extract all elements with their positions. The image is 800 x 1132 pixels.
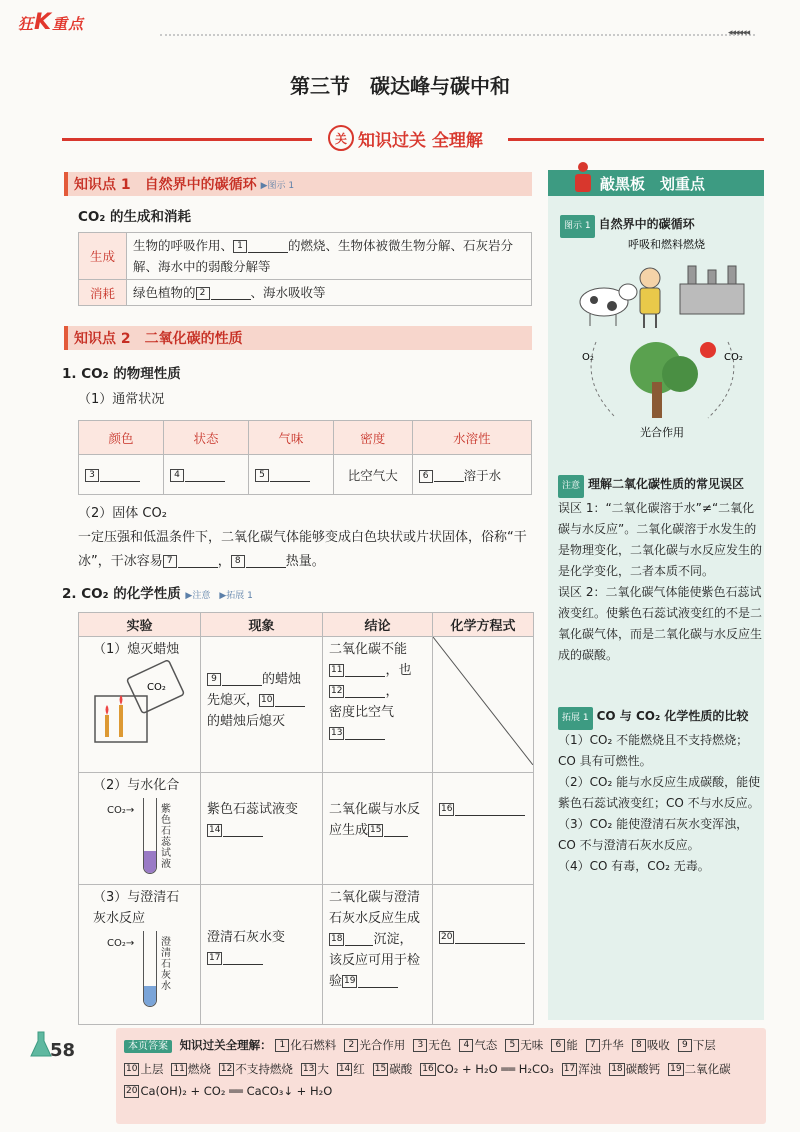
- note-block: [558, 474, 762, 666]
- blank-line[interactable]: [455, 804, 525, 816]
- phys-cell: [79, 455, 164, 495]
- table-row: [79, 233, 532, 280]
- solid-comma: ，: [217, 554, 231, 569]
- answer-item: [301, 1062, 329, 1076]
- answer-number: 3: [413, 1039, 427, 1052]
- answer-item: [562, 1062, 601, 1076]
- col-head: 实验: [79, 613, 201, 637]
- col-head: 化学方程式: [433, 613, 534, 637]
- section-banner: [318, 122, 493, 154]
- conc-line: 二氧化碳与水反: [329, 802, 421, 817]
- ext-title: CO 与 CO₂ 化学性质的比较: [596, 709, 749, 723]
- answer-item: [668, 1062, 730, 1076]
- blank-line[interactable]: [248, 241, 288, 253]
- col-head: 密度: [333, 421, 412, 455]
- answer-number: 7: [586, 1039, 600, 1052]
- co2-label: CO₂: [147, 682, 166, 693]
- conc-line: 二氧化碳与澄清: [329, 890, 421, 905]
- blank-box: 18: [331, 934, 343, 944]
- blank-line[interactable]: [211, 288, 251, 300]
- test-tube-icon: [143, 931, 157, 1007]
- page-title: 第三节 碳达峰与碳中和: [290, 74, 510, 98]
- answer-text: 红: [353, 1062, 365, 1076]
- phys-cell: [412, 455, 531, 495]
- row-text: [127, 280, 532, 306]
- answer-item: [632, 1038, 670, 1052]
- answer-item: [344, 1038, 405, 1052]
- exp-title: （3）与澄清石灰水反应: [93, 890, 180, 926]
- note-title-line: [558, 474, 762, 498]
- answer-text: 光合作用: [359, 1038, 406, 1052]
- answer-item: [505, 1038, 543, 1052]
- co2-arrow-label: CO₂→: [107, 938, 135, 949]
- col-head: 状态: [163, 421, 248, 455]
- blank-box: 19: [344, 976, 356, 986]
- conc-cell: [323, 773, 433, 885]
- answer-number: 19: [670, 1064, 682, 1074]
- conc-line: [329, 723, 426, 744]
- row-text-b: 的燃烧、生物体被微生物分解、石灰岩分解、海水中的弱酸分解等: [133, 238, 514, 274]
- brand-k: K: [34, 10, 53, 35]
- fig-tag: 图示 1: [560, 215, 595, 238]
- ext-line: （4）CO 有毒，CO₂ 无毒。: [558, 859, 710, 873]
- exp-cell: [79, 885, 201, 1025]
- blank-line[interactable]: [223, 953, 263, 965]
- answer-number: 4: [459, 1039, 473, 1052]
- exp-title: （2）与水化合: [93, 778, 180, 793]
- conc-cell: [323, 885, 433, 1025]
- phen-text: 先熄灭，: [207, 693, 260, 708]
- exp-cell: [79, 773, 201, 885]
- eq-line: [439, 927, 527, 948]
- blank-box: 9: [207, 673, 221, 686]
- page-number: 58: [50, 1040, 76, 1061]
- test-tube-icon: [143, 798, 157, 874]
- row-head: 消耗: [79, 280, 127, 306]
- phen-cell: [201, 637, 323, 773]
- brand-logo: [18, 10, 84, 35]
- conc-line: [329, 681, 426, 702]
- conc-text: ，也: [385, 663, 412, 678]
- banner-rule-left: [62, 138, 312, 141]
- phen-line: [207, 948, 316, 969]
- answer-item: [124, 1062, 163, 1076]
- o2-label: O₂: [582, 352, 594, 363]
- brand-char-2: 重点: [52, 15, 85, 33]
- answer-text: 碳酸钙: [625, 1062, 661, 1076]
- col-head: 颜色: [79, 421, 164, 455]
- candle-apparatus-icon: [85, 660, 193, 748]
- answer-item: [171, 1062, 210, 1076]
- answer-number: 6: [551, 1039, 565, 1052]
- blank-box: 20: [441, 932, 453, 942]
- answer-text: 能: [566, 1038, 578, 1052]
- eq-line: [439, 799, 527, 820]
- blank-line[interactable]: [222, 674, 262, 686]
- ext-line: （3）CO₂ 能使澄清石灰水变浑浊，CO 不与澄清石灰水反应。: [558, 817, 749, 852]
- eq-cell: [433, 885, 534, 1025]
- eq-cell-crossed: [433, 637, 534, 773]
- blank-box: 1: [233, 240, 247, 253]
- col-head: 气味: [248, 421, 333, 455]
- col-head: 结论: [323, 613, 433, 637]
- answer-number: 14: [338, 1064, 351, 1074]
- table-row: [79, 637, 534, 773]
- note-line: 误区 1：“二氧化碳溶于水”≠“二氧化碳与水反应”。二氧化碳溶于水发生的是物理变化，二氧化碳与水反应发生的是化学变化，二者本质不同。: [558, 501, 763, 578]
- answer-text: 吸收: [646, 1038, 670, 1052]
- blank-box: 16: [441, 804, 453, 814]
- phen-line: 澄清石灰水变: [207, 930, 286, 945]
- phen-line: [207, 669, 316, 690]
- phen-line: 紫色石蕊试液变: [207, 802, 299, 817]
- candle-high: [119, 705, 123, 737]
- blank-box: 5: [255, 469, 269, 482]
- blank-box: 3: [85, 469, 99, 482]
- conc-line: 该反应可用于检: [329, 953, 421, 968]
- phys-cell: [248, 455, 333, 495]
- conc-line: 密度比空气: [329, 705, 395, 720]
- answer-number: 13: [302, 1064, 315, 1074]
- answer-text: 下层: [692, 1038, 716, 1052]
- blank-line[interactable]: [434, 470, 464, 482]
- carbon-cycle-illustration: [568, 232, 758, 442]
- answer-text: 碳酸: [389, 1062, 413, 1076]
- answer-text: 浑浊: [578, 1062, 602, 1076]
- blank-line[interactable]: [358, 976, 398, 988]
- answer-text: 无味: [520, 1038, 544, 1052]
- answer-item: [219, 1062, 293, 1076]
- co2-arrow-label: CO₂→: [107, 805, 135, 816]
- blank-box: 13: [331, 728, 343, 738]
- answer-key: [116, 1028, 766, 1124]
- answer-item: [551, 1038, 578, 1052]
- answer-number: 5: [505, 1039, 519, 1052]
- answer-item: [609, 1062, 660, 1076]
- answer-text: 无色: [428, 1038, 452, 1052]
- note-line: 误区 2：二氧化碳气体能使紫色石蕊试液变红。使紫色石蕊试液变红的不是二氧化碳气体，而是二氧化碳与水反应生成的碳酸。: [558, 585, 763, 662]
- answer-item: [586, 1038, 624, 1052]
- answer-item: [275, 1038, 336, 1052]
- answer-text: 二氧化碳: [684, 1062, 731, 1076]
- kp1-header: [64, 172, 532, 196]
- answer-number: 2: [344, 1039, 358, 1052]
- teacher-icon: [566, 160, 600, 196]
- ext-line: （1）CO₂ 不能燃烧且不支持燃烧；CO 具有可燃性。: [558, 733, 749, 768]
- conc-line: 二氧化碳不能: [329, 642, 408, 657]
- answer-text: Ca(OH)₂ + CO₂ ══ CaCO₃↓ + H₂O: [140, 1084, 333, 1098]
- solid-paragraph: [78, 526, 534, 574]
- conc-line: 石灰水反应生成: [329, 911, 421, 926]
- answer-number: 10: [126, 1064, 138, 1074]
- conc-line: [329, 820, 426, 841]
- table-row: [79, 280, 532, 306]
- blank-box: 10: [261, 695, 273, 705]
- row-text-a: 生物的呼吸作用、: [133, 238, 234, 253]
- exp-title: （1）熄灭蜡烛: [93, 642, 180, 657]
- solid-text-a: 一定压强和低温条件下，二氧化碳气体能够变成白色块状或片状固体，俗称“干冰”，干冰容易: [78, 530, 527, 569]
- blank-box: 11: [331, 665, 343, 675]
- blank-line[interactable]: [178, 556, 218, 568]
- conc-text: 沉淀，: [373, 932, 413, 947]
- kp1-subtitle: CO₂ 的生成和消耗: [78, 209, 191, 225]
- blank-line[interactable]: [455, 932, 525, 944]
- sidebar-header-text: 敲黑板 划重点: [600, 174, 706, 193]
- phys-sub1: （1）通常状况: [78, 392, 165, 407]
- chem-heading: [62, 582, 253, 602]
- chem-heading-ref: ▶注意 ▶拓展 1: [185, 591, 253, 601]
- row-text-b: 、海水吸收等: [250, 285, 326, 300]
- answer-item: [420, 1062, 554, 1076]
- kp1-ref: ▶图示 1: [260, 180, 295, 191]
- answer-item: [373, 1062, 412, 1076]
- blank-line[interactable]: [100, 470, 140, 482]
- ext-title-line: [558, 706, 762, 730]
- conc-cell: [323, 637, 433, 773]
- flask-icon: [30, 1030, 52, 1060]
- answer-text: 不支持燃烧: [235, 1062, 293, 1076]
- phys-cell-text: 溶于水: [463, 467, 502, 483]
- banner-rule-right: [508, 138, 764, 141]
- conc-line: [329, 660, 426, 681]
- banner-logo-icon: 关: [328, 125, 354, 151]
- answer-tag: 本页答案: [124, 1040, 172, 1053]
- answer-item: [337, 1062, 365, 1076]
- answer-item: [413, 1038, 451, 1052]
- blank-line[interactable]: [270, 470, 310, 482]
- solid-sub: （2）固体 CO₂: [78, 506, 167, 521]
- answer-number: 18: [611, 1064, 623, 1074]
- phen-text: 的蜡烛: [262, 672, 302, 687]
- candle-low: [105, 715, 109, 737]
- blank-box: 15: [370, 825, 382, 835]
- kp1-label: 知识点 1: [74, 177, 131, 193]
- ext-block: [558, 706, 762, 877]
- banner-text: 知识过关 全理解: [358, 130, 483, 151]
- brand-char-1: 狂: [18, 15, 35, 33]
- phys-table: [78, 420, 532, 495]
- diagonal-strike-icon: [433, 637, 533, 765]
- chem-heading-text: 2. CO₂ 的化学性质: [62, 586, 181, 602]
- phen-line: 的蜡烛后熄灭: [207, 714, 286, 729]
- answer-text: 升华: [600, 1038, 624, 1052]
- kp1-name: 自然界中的碳循环: [144, 177, 257, 193]
- phys-cell: 比空气大: [333, 455, 412, 495]
- table-row: [79, 885, 534, 1025]
- col-head: 水溶性: [412, 421, 531, 455]
- ext-line: （2）CO₂ 能与水反应生成碳酸，能使紫色石蕊试液变红；CO 不与水反应。: [558, 775, 761, 810]
- blank-box: 2: [196, 287, 210, 300]
- answer-text: 气态: [474, 1038, 498, 1052]
- answer-item: [678, 1038, 716, 1052]
- blank-line[interactable]: [345, 686, 385, 698]
- header-dotline: [160, 34, 755, 36]
- conc-text: ，: [385, 684, 399, 699]
- phen-cell: [201, 773, 323, 885]
- answer-number: 11: [173, 1064, 185, 1074]
- answer-number: 1: [275, 1039, 289, 1052]
- row-text: [127, 233, 532, 280]
- answer-text: 燃烧: [187, 1062, 211, 1076]
- col-head: 现象: [201, 613, 323, 637]
- note-tag: 注意: [558, 475, 584, 498]
- phys-heading: 1. CO₂ 的物理性质: [62, 366, 181, 382]
- answer-number: 15: [374, 1064, 387, 1074]
- answer-number: 9: [678, 1039, 692, 1052]
- blank-line[interactable]: [246, 556, 286, 568]
- fig-caption-bottom: 光合作用: [640, 426, 684, 439]
- blank-line[interactable]: [275, 695, 305, 707]
- phen-cell: [201, 885, 323, 1025]
- solid-text-b: 热量。: [285, 554, 325, 569]
- blank-line[interactable]: [345, 665, 385, 677]
- blank-box: 6: [419, 470, 433, 483]
- chem-table: [78, 612, 534, 1025]
- blank-line[interactable]: [345, 934, 373, 946]
- answer-number: 16: [422, 1064, 434, 1074]
- blank-box: 7: [163, 555, 177, 568]
- fig-caption-top: 呼吸和燃料燃烧: [628, 238, 705, 251]
- fig-title: 自然界中的碳循环: [598, 217, 695, 231]
- co2-label: CO₂: [724, 352, 743, 363]
- tube-label: 紫色石蕊试液: [161, 804, 171, 870]
- blank-box: 8: [231, 555, 245, 568]
- tube-apparatus: [85, 929, 194, 1011]
- answer-text: 大: [317, 1062, 329, 1076]
- note-title: 理解二氧化碳性质的常见误区: [588, 477, 745, 491]
- kp2-name: 二氧化碳的性质: [144, 331, 243, 347]
- phys-cell: [163, 455, 248, 495]
- answer-number: 17: [563, 1064, 576, 1074]
- answer-text: 上层: [140, 1062, 164, 1076]
- answer-lead: 知识过关全理解：: [179, 1038, 272, 1052]
- blank-box: 4: [170, 469, 184, 482]
- blank-line[interactable]: [384, 825, 408, 837]
- table-row: [79, 773, 534, 885]
- conc-line: [329, 971, 426, 992]
- exp-cell: [79, 637, 201, 773]
- conc-text: 应生成: [329, 823, 369, 838]
- row-head: 生成: [79, 233, 127, 280]
- blank-line[interactable]: [185, 470, 225, 482]
- answer-text: 化石燃料: [290, 1038, 337, 1052]
- ext-tag: 拓展 1: [558, 707, 593, 730]
- blank-box: 12: [331, 686, 343, 696]
- phen-line: [207, 820, 316, 841]
- answer-number: 8: [632, 1039, 646, 1052]
- blank-line[interactable]: [223, 825, 263, 837]
- tube-apparatus: [85, 796, 194, 878]
- blank-line[interactable]: [345, 728, 385, 740]
- answer-item: [124, 1084, 332, 1098]
- conc-text: 验: [329, 974, 343, 989]
- kp2-label: 知识点 2: [74, 331, 131, 347]
- eq-cell: [433, 773, 534, 885]
- answer-number: 12: [220, 1064, 233, 1074]
- blank-box: 14: [209, 825, 221, 835]
- answer-item: [459, 1038, 497, 1052]
- conc-line: [329, 929, 426, 950]
- blank-box: 17: [209, 953, 221, 963]
- answer-number: 20: [126, 1086, 138, 1096]
- answer-text: CO₂ + H₂O ══ H₂CO₃: [436, 1062, 554, 1076]
- kp2-header: [64, 326, 532, 350]
- row-text-a: 绿色植物的: [133, 285, 196, 300]
- kp1-table: [78, 232, 532, 306]
- phen-line: [207, 690, 316, 711]
- tube-label: 澄清石灰水: [161, 937, 171, 992]
- header-arrows: ◂◂◂◂◂◂: [728, 28, 750, 38]
